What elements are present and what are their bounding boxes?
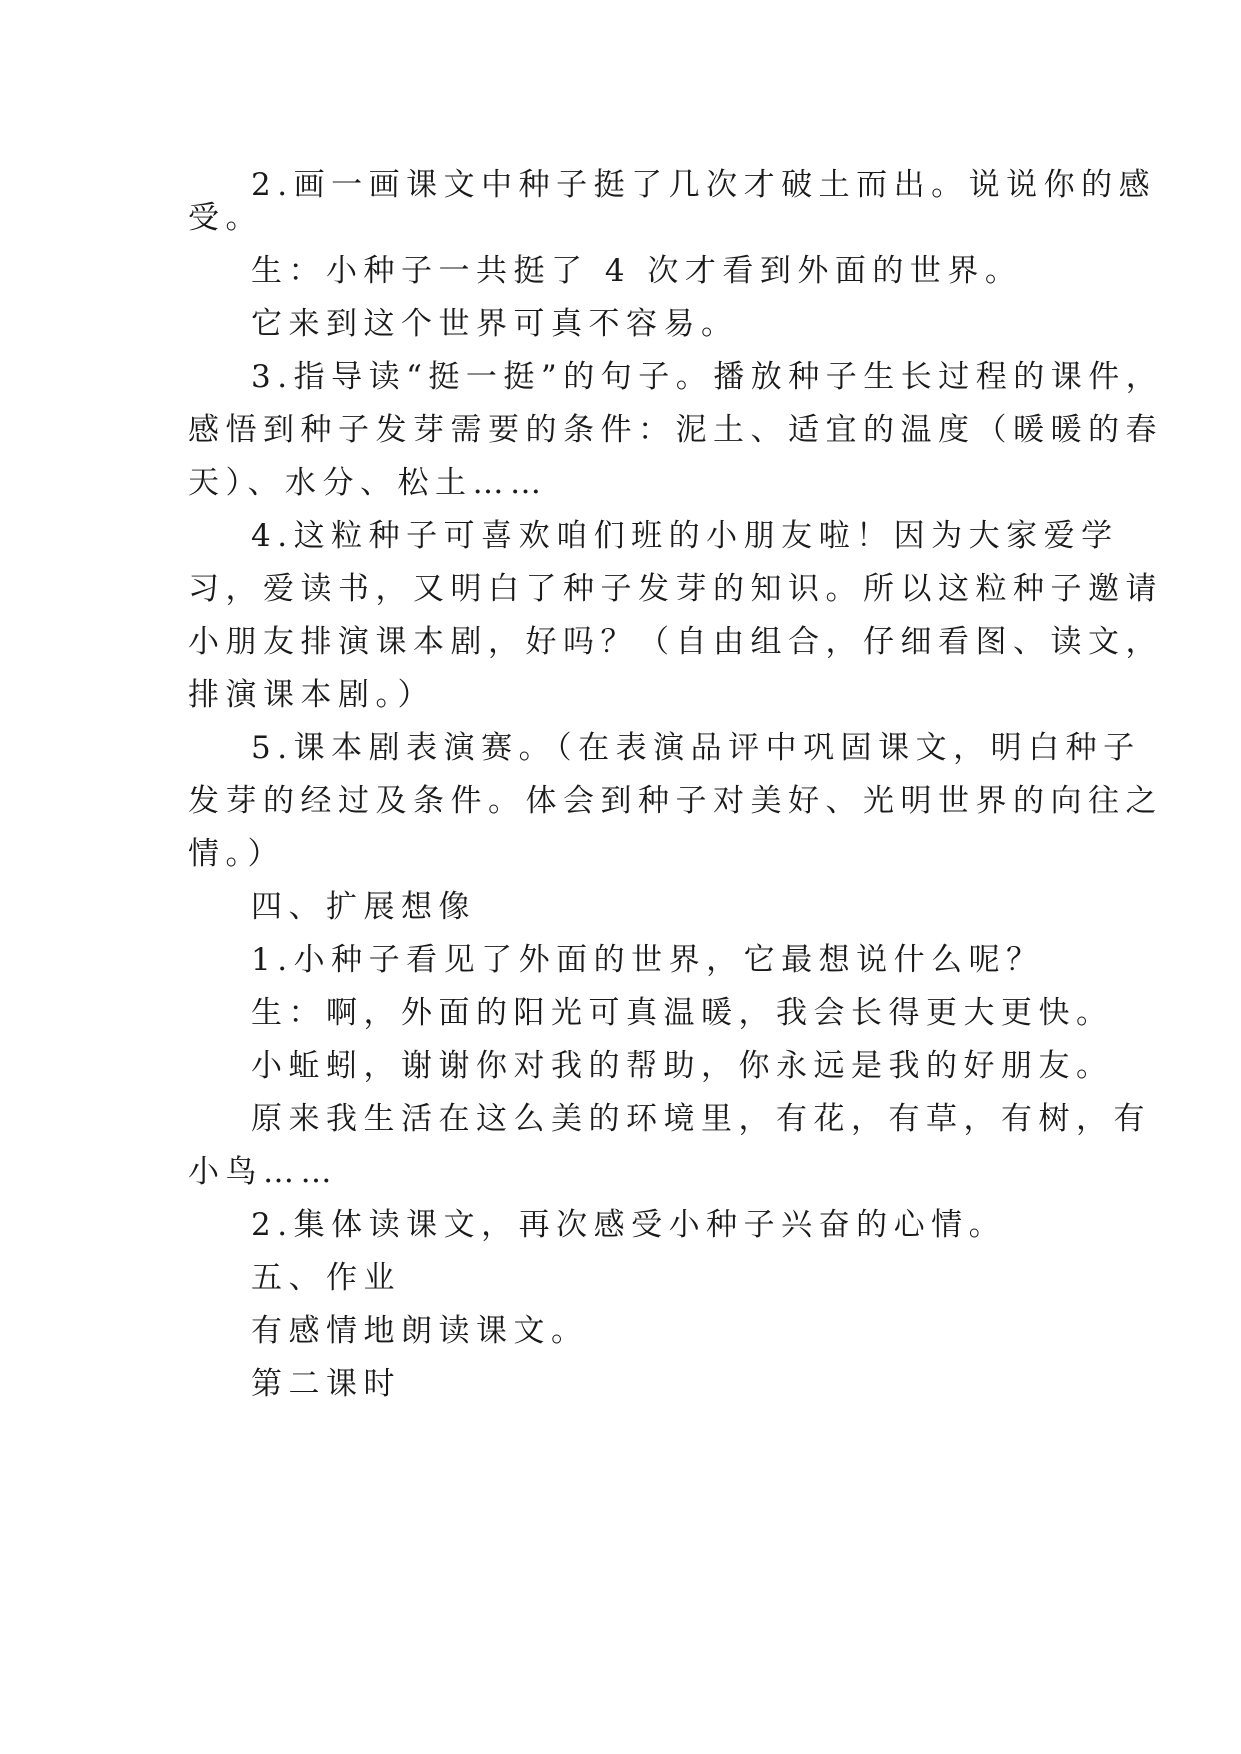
paragraph-line: 3.指导读“挺一挺”的句子。播放种子生长过程的课件， bbox=[251, 359, 1164, 395]
section-heading: 四、扩展想像 bbox=[251, 889, 476, 925]
paragraph-line: 习，爱读书，又明白了种子发芽的知识。所以这粒种子邀请 bbox=[188, 571, 1163, 607]
section-heading: 五、作业 bbox=[251, 1260, 401, 1296]
paragraph-line: 小朋友排演课本剧，好吗？（自由组合，仔细看图、读文， bbox=[188, 624, 1163, 660]
paragraph-line: 它来到这个世界可真不容易。 bbox=[251, 306, 739, 342]
paragraph-line: 生：啊，外面的阳光可真温暖，我会长得更大更快。 bbox=[251, 995, 1114, 1031]
paragraph-line: 原来我生活在这么美的环境里，有花，有草，有树，有 bbox=[251, 1101, 1151, 1137]
paragraph-line: 2.画一画课文中种子挺了几次才破土而出。说说你的感 bbox=[251, 167, 1157, 203]
paragraph-line: 受。 bbox=[188, 200, 263, 236]
paragraph-line: 天）、水分、松土…… bbox=[188, 465, 548, 501]
paragraph-line: 4.这粒种子可喜欢咱们班的小朋友啦！因为大家爱学 bbox=[251, 518, 1119, 554]
paragraph-line: 5.课本剧表演赛。（在表演品评中巩固课文，明白种子 bbox=[251, 730, 1141, 766]
paragraph-line: 发芽的经过及条件。体会到种子对美好、光明世界的向往之 bbox=[188, 783, 1163, 819]
paragraph-line: 感悟到种子发芽需要的条件：泥土、适宜的温度（暖暖的春 bbox=[188, 412, 1163, 448]
section-heading: 第二课时 bbox=[251, 1366, 401, 1402]
paragraph-line: 1.小种子看见了外面的世界，它最想说什么呢？ bbox=[251, 942, 1044, 978]
paragraph-line: 小蚯蚓，谢谢你对我的帮助，你永远是我的好朋友。 bbox=[251, 1048, 1114, 1084]
paragraph-line: 情。） bbox=[188, 836, 285, 872]
paragraph-line: 有感情地朗读课文。 bbox=[251, 1313, 589, 1349]
paragraph-line: 排演课本剧。） bbox=[188, 677, 435, 713]
paragraph-line: 2.集体读课文，再次感受小种子兴奋的心情。 bbox=[251, 1207, 1007, 1243]
paragraph-line: 小鸟…… bbox=[188, 1154, 338, 1190]
paragraph-line: 生：小种子一共挺了 4 次才看到外面的世界。 bbox=[251, 253, 1023, 289]
